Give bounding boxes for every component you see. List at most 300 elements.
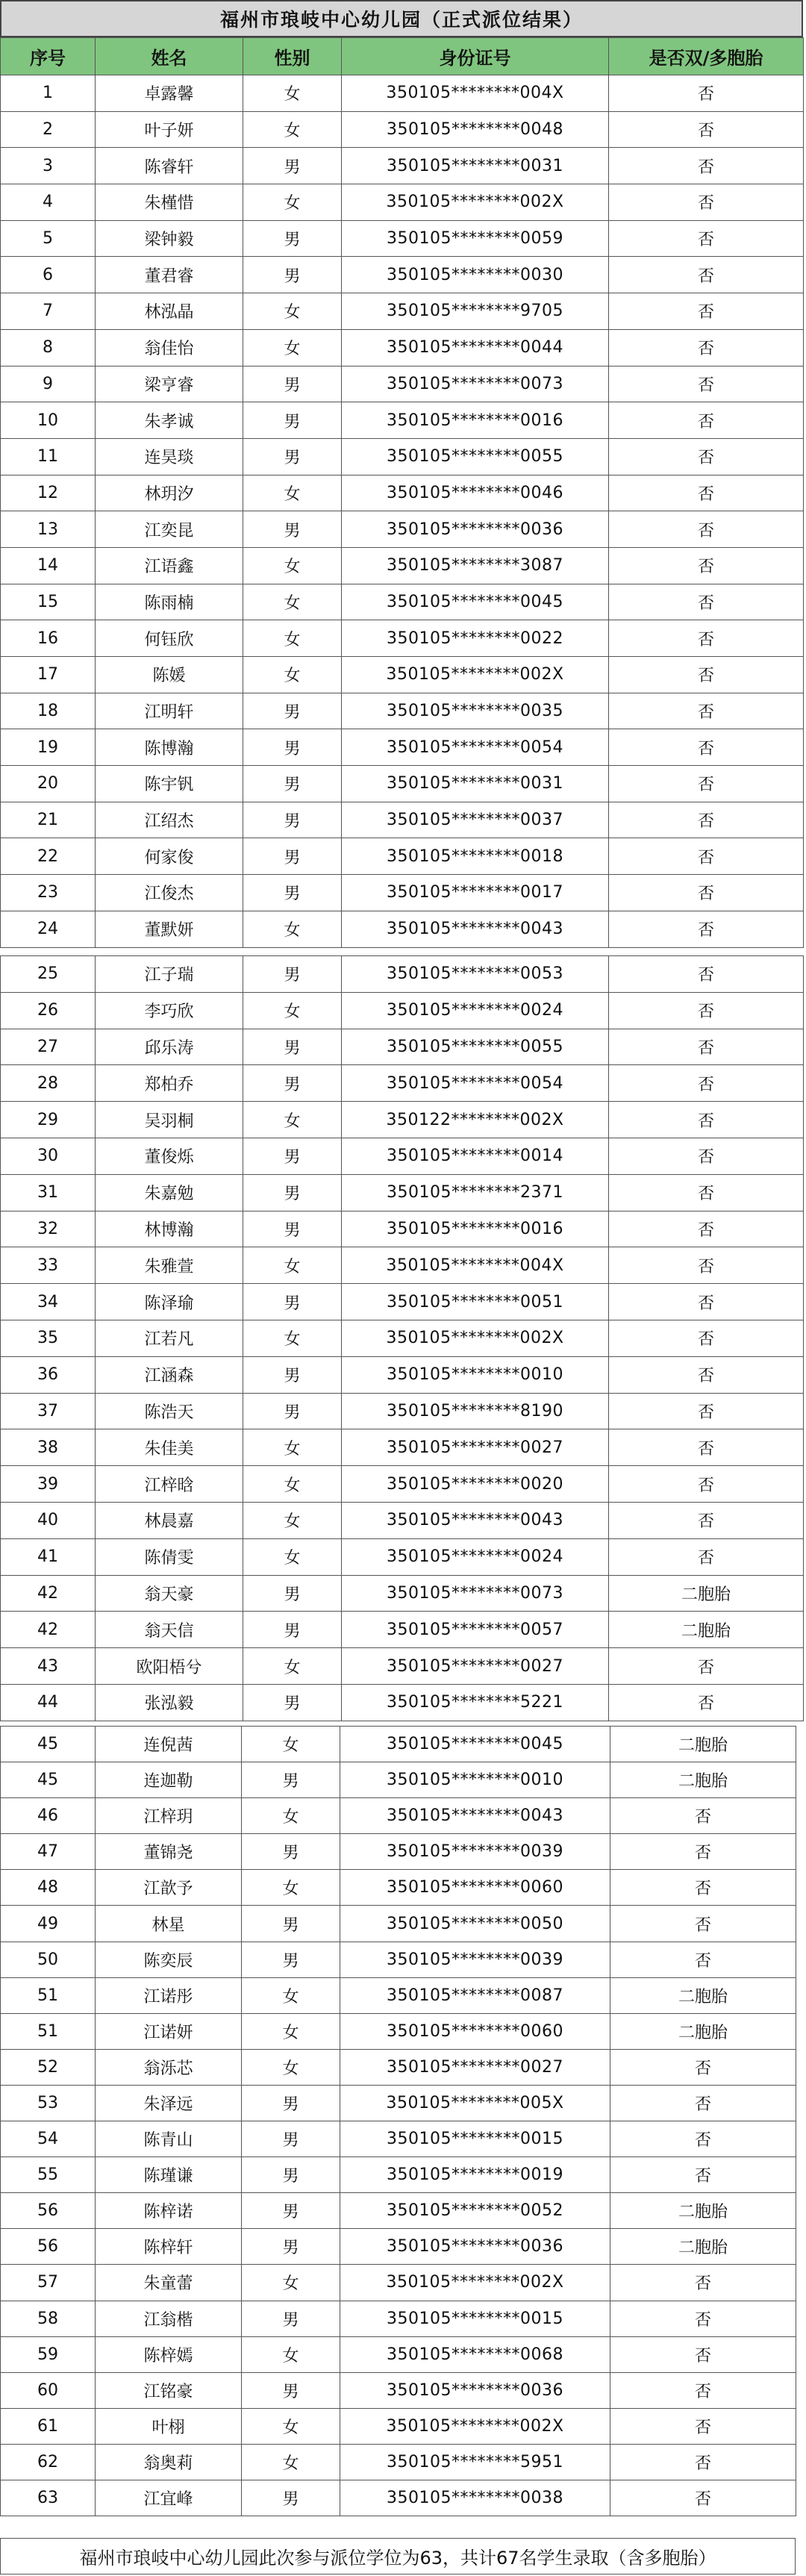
id-number: 350105********0053	[342, 956, 609, 993]
twin-status: 二胞胎	[610, 2013, 796, 2049]
twin-status: 否	[609, 438, 804, 475]
student-gender: 男	[243, 511, 342, 548]
id-number: 350105********0045	[342, 584, 609, 620]
student-name: 陈梓嫣	[96, 2336, 242, 2372]
row-index: 56	[1, 2229, 96, 2265]
student-name: 林星	[96, 1906, 242, 1942]
twin-status: 否	[609, 693, 804, 729]
id-number: 350105********0014	[342, 1138, 609, 1174]
student-name: 林晨嘉	[96, 1502, 243, 1538]
id-number: 350105********0073	[342, 1575, 609, 1612]
student-name: 江梓玥	[96, 1798, 242, 1834]
row-index: 32	[1, 1211, 96, 1247]
student-gender: 男	[243, 402, 342, 439]
table-row	[1, 511, 804, 548]
row-index: 44	[1, 1684, 96, 1721]
twin-status: 否	[609, 1393, 804, 1429]
table-row	[1, 1029, 804, 1065]
row-index: 12	[1, 475, 96, 511]
student-gender: 女	[243, 111, 342, 148]
id-number: 350105********0010	[342, 1356, 609, 1393]
twin-status: 二胞胎	[610, 1727, 796, 1762]
student-gender: 男	[242, 1942, 340, 1977]
student-name: 何家俊	[96, 838, 243, 875]
id-number: 350105********0027	[340, 2049, 610, 2085]
table-row	[1, 1502, 804, 1538]
table-row	[1, 1174, 804, 1211]
id-number: 350105********0045	[340, 1727, 610, 1762]
table-row	[1, 1942, 796, 1977]
student-name: 陈奕辰	[96, 1942, 242, 1977]
table-row	[1, 1211, 804, 1247]
student-name: 江涵森	[96, 1356, 243, 1393]
row-index: 34	[1, 1284, 96, 1320]
id-number: 350105********0027	[342, 1648, 609, 1685]
table-row	[1, 475, 804, 511]
student-gender: 女	[243, 475, 342, 511]
student-gender: 女	[242, 2336, 340, 2372]
table-row	[1, 875, 804, 911]
table-row	[1, 257, 804, 293]
table-row	[1, 1612, 804, 1648]
twin-status: 否	[609, 1429, 804, 1466]
student-name: 江歆予	[96, 1870, 242, 1906]
row-index: 39	[1, 1466, 96, 1503]
twin-status: 否	[609, 1538, 804, 1575]
id-number: 350105********004X	[342, 75, 609, 112]
table-row	[1, 1393, 804, 1429]
row-index: 1	[1, 75, 96, 112]
table-row	[1, 1538, 804, 1575]
id-number: 350105********0036	[342, 511, 609, 548]
row-index: 33	[1, 1247, 96, 1284]
id-number: 350105********0018	[342, 838, 609, 875]
student-name: 董锦尧	[96, 1834, 242, 1870]
table-row	[1, 584, 804, 620]
table-row	[1, 438, 804, 475]
table-row	[1, 956, 804, 993]
id-number: 350105********0031	[342, 766, 609, 802]
student-name: 陈媛	[96, 657, 243, 693]
table-row	[1, 366, 804, 402]
student-name: 江梓晗	[96, 1466, 243, 1503]
student-name: 江诺彤	[96, 1977, 242, 2013]
student-name: 陈泽瑜	[96, 1284, 243, 1320]
twin-status: 否	[609, 584, 804, 620]
row-index: 15	[1, 584, 96, 620]
student-name: 叶栩	[96, 2408, 242, 2444]
id-number: 350105********0036	[340, 2372, 610, 2408]
id-number: 350105********0024	[342, 1538, 609, 1575]
student-gender: 男	[243, 1211, 342, 1247]
id-number: 350105********9705	[342, 293, 609, 330]
id-number: 350105********0010	[340, 1762, 610, 1798]
twin-status: 否	[609, 729, 804, 766]
student-gender: 男	[243, 956, 342, 993]
table-row	[1, 1798, 796, 1834]
student-gender: 女	[243, 1466, 342, 1503]
table-row	[1, 2049, 796, 2085]
row-index: 50	[1, 1942, 96, 1977]
student-gender: 女	[242, 2408, 340, 2444]
id-number: 350105********0050	[340, 1906, 610, 1942]
id-number: 350105********0031	[342, 148, 609, 184]
twin-status: 否	[609, 111, 804, 148]
twin-status: 否	[610, 2265, 796, 2301]
id-number: 350105********5221	[342, 1684, 609, 1721]
student-gender: 女	[243, 184, 342, 221]
table-row	[1, 766, 804, 802]
id-number: 350105********0048	[342, 111, 609, 148]
twin-status: 否	[610, 2444, 796, 2480]
student-gender: 女	[242, 2049, 340, 2085]
twin-status: 否	[609, 657, 804, 693]
student-name: 翁奥莉	[96, 2444, 242, 2480]
row-index: 53	[1, 2085, 96, 2121]
student-name: 翁泺芯	[96, 2049, 242, 2085]
row-index: 46	[1, 1798, 96, 1834]
table-row	[1, 220, 804, 257]
twin-status: 否	[609, 547, 804, 584]
id-number: 350105********0087	[340, 1977, 610, 2013]
student-name: 江奕昆	[96, 511, 243, 548]
student-name: 郑柏乔	[96, 1065, 243, 1102]
student-name: 吴羽桐	[96, 1102, 243, 1138]
twin-status: 二胞胎	[610, 2229, 796, 2265]
id-number: 350105********0017	[342, 875, 609, 911]
twin-status: 否	[609, 1320, 804, 1356]
twin-status: 否	[609, 992, 804, 1029]
student-gender: 女	[243, 1429, 342, 1466]
table-row	[1, 329, 804, 366]
id-number: 350105********0073	[342, 366, 609, 402]
table-row	[1, 402, 804, 439]
student-gender: 女	[242, 1798, 340, 1834]
twin-status: 否	[610, 2408, 796, 2444]
row-index: 30	[1, 1138, 96, 1174]
student-name: 朱泽远	[96, 2085, 242, 2121]
student-gender: 女	[243, 547, 342, 584]
table-row	[1, 1684, 804, 1721]
table-row	[1, 2336, 796, 2372]
student-gender: 女	[242, 2013, 340, 2049]
student-gender: 男	[242, 1834, 340, 1870]
student-name: 江绍杰	[96, 802, 243, 838]
table-row	[1, 1429, 804, 1466]
id-number: 350122********002X	[342, 1102, 609, 1138]
student-gender: 男	[243, 838, 342, 875]
student-gender: 女	[243, 329, 342, 366]
student-gender: 男	[243, 148, 342, 184]
twin-status: 否	[609, 1211, 804, 1247]
id-number: 350105********0039	[340, 1942, 610, 1977]
table-row	[1, 2157, 796, 2193]
student-gender: 男	[242, 2193, 340, 2229]
id-number: 350105********002X	[342, 184, 609, 221]
id-number: 350105********0044	[342, 329, 609, 366]
table-row	[1, 1466, 804, 1503]
student-gender: 男	[243, 1029, 342, 1065]
student-name: 陈梓诺	[96, 2193, 242, 2229]
student-gender: 女	[243, 584, 342, 620]
twin-status: 否	[609, 1356, 804, 1393]
row-index: 41	[1, 1538, 96, 1575]
twin-status: 否	[609, 293, 804, 330]
id-number: 350105********005X	[340, 2085, 610, 2121]
row-index: 40	[1, 1502, 96, 1538]
twin-status: 否	[609, 1502, 804, 1538]
student-gender: 男	[242, 2372, 340, 2408]
twin-status: 否	[610, 2121, 796, 2157]
student-name: 江宜峰	[96, 2480, 242, 2516]
table-row	[1, 1247, 804, 1284]
student-name: 陈博瀚	[96, 729, 243, 766]
student-gender: 女	[243, 657, 342, 693]
table-row	[1, 1870, 796, 1906]
id-number: 350105********0016	[342, 1211, 609, 1247]
twin-status: 否	[610, 2372, 796, 2408]
student-name: 江翁楷	[96, 2301, 242, 2336]
student-gender: 男	[242, 1906, 340, 1942]
student-name: 陈青山	[96, 2121, 242, 2157]
row-index: 3	[1, 148, 96, 184]
row-index: 60	[1, 2372, 96, 2408]
id-number: 350105********0043	[342, 911, 609, 947]
id-number: 350105********0037	[342, 802, 609, 838]
row-index: 45	[1, 1727, 96, 1762]
id-number: 350105********0027	[342, 1429, 609, 1466]
table-row	[1, 148, 804, 184]
student-name: 董俊烁	[96, 1138, 243, 1174]
row-index: 24	[1, 911, 96, 947]
row-index: 61	[1, 2408, 96, 2444]
id-number: 350105********002X	[342, 1320, 609, 1356]
row-index: 54	[1, 2121, 96, 2157]
student-gender: 男	[242, 2085, 340, 2121]
student-gender: 女	[243, 1102, 342, 1138]
student-gender: 女	[243, 1320, 342, 1356]
twin-status: 否	[609, 875, 804, 911]
twin-status: 否	[609, 75, 804, 112]
table-row	[1, 802, 804, 838]
student-name: 邱乐涛	[96, 1029, 243, 1065]
header-twin-status: 是否双/多胞胎	[609, 38, 804, 75]
id-number: 350105********0052	[340, 2193, 610, 2229]
table-row	[1, 1065, 804, 1102]
twin-status: 否	[609, 1102, 804, 1138]
twin-status: 否	[610, 1906, 796, 1942]
row-index: 2	[1, 111, 96, 148]
twin-status: 否	[609, 366, 804, 402]
id-number: 350105********0019	[340, 2157, 610, 2193]
id-number: 350105********0055	[342, 438, 609, 475]
id-number: 350105********004X	[342, 1247, 609, 1284]
student-name: 朱嘉勉	[96, 1174, 243, 1211]
row-index: 20	[1, 766, 96, 802]
id-number: 350105********8190	[342, 1393, 609, 1429]
id-number: 350105********0016	[342, 402, 609, 439]
row-index: 56	[1, 2193, 96, 2229]
header-id-number: 身份证号	[342, 38, 609, 75]
row-index: 6	[1, 257, 96, 293]
student-gender: 男	[242, 2157, 340, 2193]
student-name: 林泓晶	[96, 293, 243, 330]
student-gender: 女	[243, 1648, 342, 1685]
student-gender: 男	[243, 1065, 342, 1102]
table-row	[1, 75, 804, 112]
id-number: 350105********2371	[342, 1174, 609, 1211]
student-gender: 男	[243, 366, 342, 402]
table-row	[1, 2193, 796, 2229]
table-row	[1, 1102, 804, 1138]
row-index: 51	[1, 2013, 96, 2049]
table-row	[1, 293, 804, 330]
student-gender: 男	[243, 1575, 342, 1612]
results-table-part-1	[0, 37, 804, 948]
student-gender: 女	[242, 1870, 340, 1906]
student-name: 陈雨楠	[96, 584, 243, 620]
student-gender: 男	[242, 2301, 340, 2336]
student-gender: 女	[242, 1727, 340, 1762]
student-gender: 女	[243, 1538, 342, 1575]
student-name: 江铭豪	[96, 2372, 242, 2408]
table-row	[1, 1284, 804, 1320]
student-name: 张泓毅	[96, 1684, 243, 1721]
id-number: 350105********0020	[342, 1466, 609, 1503]
row-index: 4	[1, 184, 96, 221]
student-gender: 女	[243, 293, 342, 330]
table-row	[1, 729, 804, 766]
table-row	[1, 2121, 796, 2157]
table-row	[1, 2301, 796, 2336]
student-gender: 女	[243, 911, 342, 947]
twin-status: 否	[610, 2085, 796, 2121]
twin-status: 否	[609, 620, 804, 657]
student-name: 陈浩天	[96, 1393, 243, 1429]
table-row	[1, 1575, 804, 1612]
student-name: 叶子妍	[96, 111, 243, 148]
student-name: 朱雅萱	[96, 1247, 243, 1284]
table-row	[1, 1356, 804, 1393]
table-row	[1, 992, 804, 1029]
student-name: 陈宇钒	[96, 766, 243, 802]
twin-status: 否	[609, 802, 804, 838]
twin-status: 否	[609, 220, 804, 257]
student-name: 梁亨睿	[96, 366, 243, 402]
table-row	[1, 2372, 796, 2408]
row-index: 59	[1, 2336, 96, 2372]
student-gender: 男	[243, 1684, 342, 1721]
student-gender: 女	[242, 2265, 340, 2301]
twin-status: 否	[609, 1684, 804, 1721]
id-number: 350105********002X	[340, 2265, 610, 2301]
row-index: 26	[1, 992, 96, 1029]
results-table-part-2	[0, 955, 804, 1721]
student-gender: 男	[242, 2480, 340, 2516]
row-index: 11	[1, 438, 96, 475]
twin-status: 否	[609, 1247, 804, 1284]
row-index: 37	[1, 1393, 96, 1429]
student-gender: 男	[243, 766, 342, 802]
student-gender: 男	[243, 1174, 342, 1211]
student-name: 李巧欣	[96, 992, 243, 1029]
id-number: 350105********0054	[342, 1065, 609, 1102]
twin-status: 否	[609, 402, 804, 439]
student-gender: 男	[243, 257, 342, 293]
student-gender: 男	[242, 2121, 340, 2157]
table-row	[1, 911, 804, 947]
student-gender: 男	[243, 1612, 342, 1648]
twin-status: 二胞胎	[610, 1762, 796, 1798]
student-gender: 女	[242, 2444, 340, 2480]
student-name: 董君睿	[96, 257, 243, 293]
student-name: 卓露馨	[96, 75, 243, 112]
header-row	[1, 38, 804, 75]
id-number: 350105********5951	[340, 2444, 610, 2480]
student-name: 江明轩	[96, 693, 243, 729]
header-name: 姓名	[96, 38, 243, 75]
row-index: 19	[1, 729, 96, 766]
row-index: 5	[1, 220, 96, 257]
row-index: 17	[1, 657, 96, 693]
id-number: 350105********0024	[342, 992, 609, 1029]
id-number: 350105********0030	[342, 257, 609, 293]
id-number: 350105********0060	[340, 1870, 610, 1906]
student-name: 翁天豪	[96, 1575, 243, 1612]
header-gender: 性别	[243, 38, 342, 75]
row-index: 58	[1, 2301, 96, 2336]
student-gender: 男	[242, 2229, 340, 2265]
twin-status: 否	[609, 1065, 804, 1102]
table-row	[1, 1648, 804, 1685]
id-number: 350105********0036	[340, 2229, 610, 2265]
twin-status: 否	[609, 1466, 804, 1503]
summary-footer: 福州市琅岐中心幼儿园此次参与派位学位为63，共计67名学生录取（含多胞胎）	[0, 2538, 796, 2575]
row-index: 10	[1, 402, 96, 439]
id-number: 350105********0057	[342, 1612, 609, 1648]
twin-status: 否	[609, 329, 804, 366]
row-index: 47	[1, 1834, 96, 1870]
twin-status: 否	[609, 1174, 804, 1211]
twin-status: 否	[610, 2157, 796, 2193]
row-index: 22	[1, 838, 96, 875]
id-number: 350105********0055	[342, 1029, 609, 1065]
twin-status: 二胞胎	[609, 1612, 804, 1648]
student-name: 朱童蕾	[96, 2265, 242, 2301]
row-index: 57	[1, 2265, 96, 2301]
twin-status: 否	[610, 1798, 796, 1834]
student-gender: 男	[243, 1284, 342, 1320]
student-gender: 男	[243, 1356, 342, 1393]
student-name: 朱孝诚	[96, 402, 243, 439]
student-gender: 女	[243, 620, 342, 657]
row-index: 48	[1, 1870, 96, 1906]
student-name: 江俊杰	[96, 875, 243, 911]
row-index: 23	[1, 875, 96, 911]
twin-status: 否	[609, 475, 804, 511]
student-name: 江若凡	[96, 1320, 243, 1356]
row-index: 63	[1, 2480, 96, 2516]
student-name: 林玥汐	[96, 475, 243, 511]
twin-status: 否	[610, 2049, 796, 2085]
twin-status: 否	[609, 766, 804, 802]
table-row	[1, 657, 804, 693]
row-index: 29	[1, 1102, 96, 1138]
id-number: 350105********0015	[340, 2301, 610, 2336]
student-name: 朱槿惜	[96, 184, 243, 221]
row-index: 16	[1, 620, 96, 657]
row-index: 42	[1, 1575, 96, 1612]
